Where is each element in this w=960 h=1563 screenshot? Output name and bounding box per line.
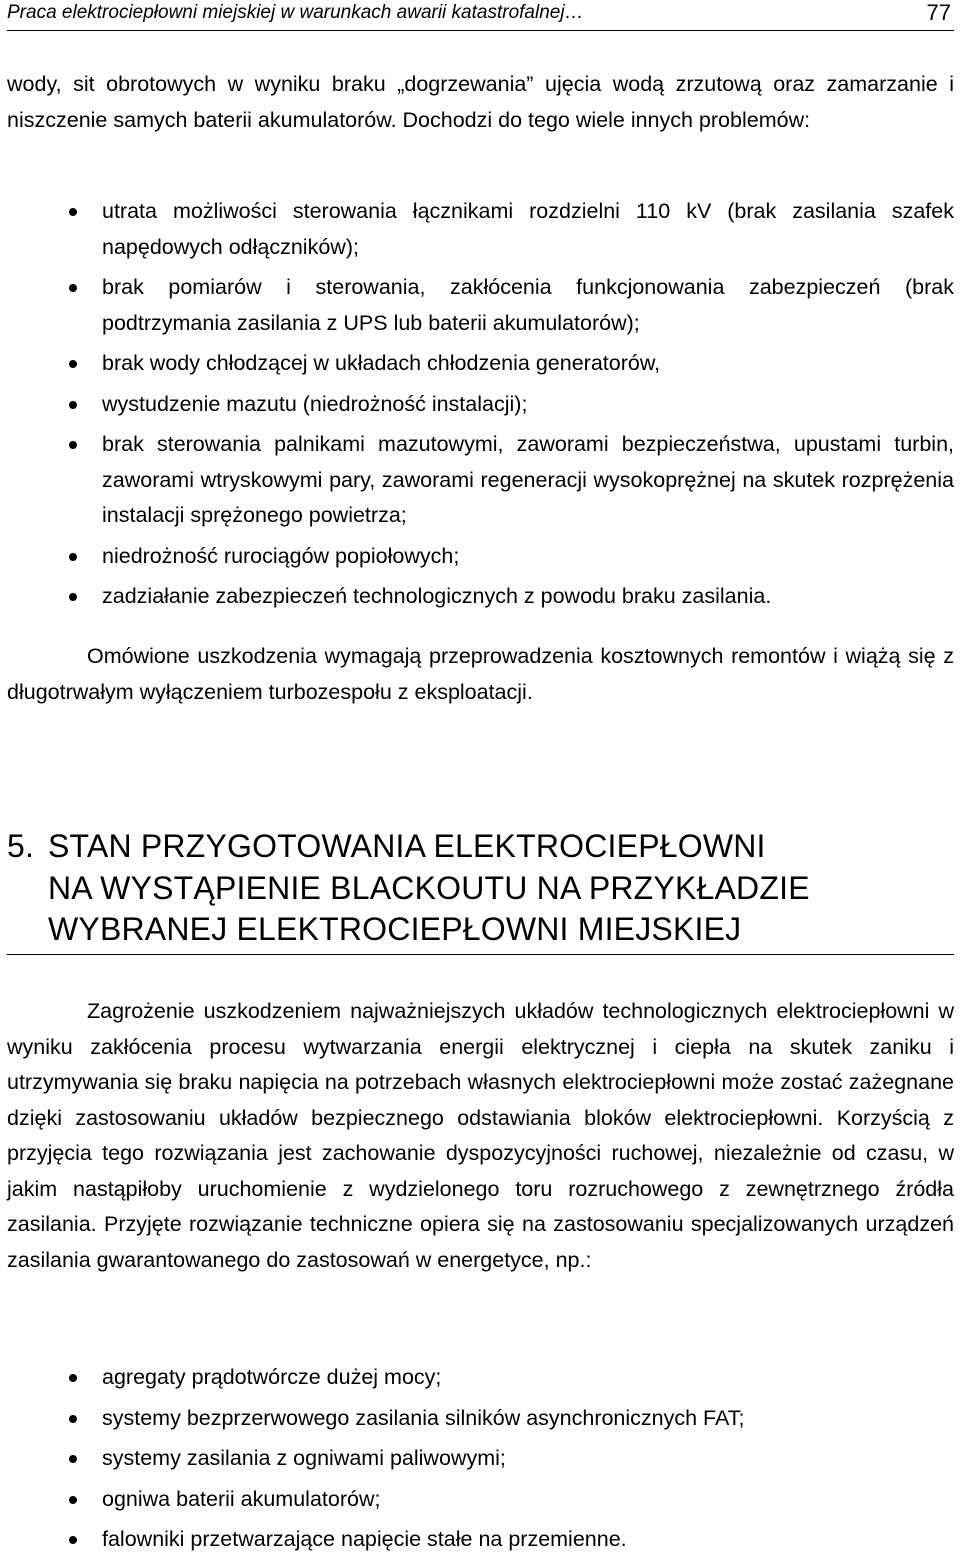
bullet-icon [69,401,77,409]
bullet-icon [69,593,77,601]
list-item [7,579,954,615]
list-item [7,1360,954,1396]
devices-list [7,1360,954,1563]
bullet-icon [69,1415,77,1423]
list-item [7,270,954,341]
list-item-text: brak sterowania palnikami mazutowymi, zaworami bezpieczeństwa, upustami turbin, zaworami wtryskowymi pary, zaworami regeneracji wysokoprężnej na skutek rozprężenia instalacji sprężonego powietrza; [102,432,954,527]
list-item [7,1441,954,1477]
list-item-text: agregaty prądotwórcze dużej mocy; [102,1365,442,1389]
list-item-text: utrata możliwości sterowania łącznikami rozdzielni 110 kV (brak zasilania szafek napędowych odłączników); [102,199,954,259]
running-header [7,0,954,31]
list-item [7,427,954,534]
summary-paragraph: Omówione uszkodzenia wymagają przeprowadzenia kosztownych remontów i wiążą się z długotrwałym wyłączeniem turbozespołu z eksploatacji. [7,644,954,704]
list-item-text: brak pomiarów i sterowania, zakłócenia funkcjonowania zabezpieczeń (brak podtrzymania zasilania z UPS lub baterii akumulatorów); [102,275,954,335]
running-header-title: Praca elektrociepłowni miejskiej w warunkach awarii katastrofalnej… [7,2,584,23]
intro-paragraph: wody, sit obrotowych w wyniku braku „dogrzewania” ujęcia wodą zrzutową oraz zamarzanie i niszczenie samych baterii akumulatorów. Dochodzi do tego wiele innych problemów: [7,72,954,132]
bullet-icon [69,1496,77,1504]
list-item-text: systemy bezprzerwowego zasilania silników asynchronicznych FAT; [102,1405,745,1430]
list-item [7,1522,954,1558]
list-item-text: falowniki przetwarzające napięcie stałe na przemienne. [102,1527,627,1551]
list-item-text: brak wody chłodzącej w układach chłodzenia generatorów, [102,351,661,375]
list-item [7,346,954,382]
page-number: 77 [926,0,951,25]
bullet-icon [69,441,77,449]
bullet-icon [69,553,77,561]
list-item-text: niedrożność rurociągów popiołowych; [102,543,460,568]
section-paragraph: Zagrożenie uszkodzeniem najważniejszych układów technologicznych elektrociepłowni w wyniku zakłócenia procesu wytwarzania energii elektrycznej i ciepła na skutek zaniku i utrzymywania się braku napięcia na potrzebach własnych elektrociepłowni może zostać zażegnane dzięki zastosowaniu układów bezpiecznego odstawiania bloków elektrociepłowni. Korzyścią z przyjęcia tego rozwiązania jest zachowanie dyspozycyjności ruchowej, niezależnie od czasu, w jakim nastąpiłoby uruchomienie z wydzielonego toru rozruchowego z zewnętrznego źródła zasilania. Przyjęte rozwiązanie techniczne opiera się na zastosowaniu specjalizowanych urządzeń zasilania gwarantowanego do zastosowań w energetyce, np.: [7,999,954,1272]
bullet-icon [69,284,77,292]
bullet-icon [69,1536,77,1544]
section-number: 5. [7,828,35,864]
list-item-text: systemy zasilania z ogniwami paliwowymi; [102,1446,506,1470]
list-item [7,387,954,423]
list-item [7,539,954,575]
list-item-text: zadziałanie zabezpieczeń technologicznych z powodu braku zasilania. [102,584,772,608]
list-item-text: wystudzenie mazutu (niedrożność instalacji); [102,391,528,416]
list-item-text: ogniwa baterii akumulatorów; [102,1486,381,1511]
problems-list [7,194,954,620]
list-item [7,1401,954,1437]
bullet-icon [69,360,77,368]
list-item [7,1482,954,1518]
bullet-icon [69,208,77,216]
list-item [7,194,954,265]
section-heading [7,826,954,955]
bullet-icon [69,1374,77,1382]
bullet-icon [69,1455,77,1463]
section-title: STAN PRZYGOTOWANIA ELEKTROCIEPŁOWNI NA WYSTĄPIENIE BLACKOUTU NA PRZYKŁADZIE WYBRANEJ ELEKTROCIEPŁOWNI MIEJSKIEJ [48,828,810,947]
